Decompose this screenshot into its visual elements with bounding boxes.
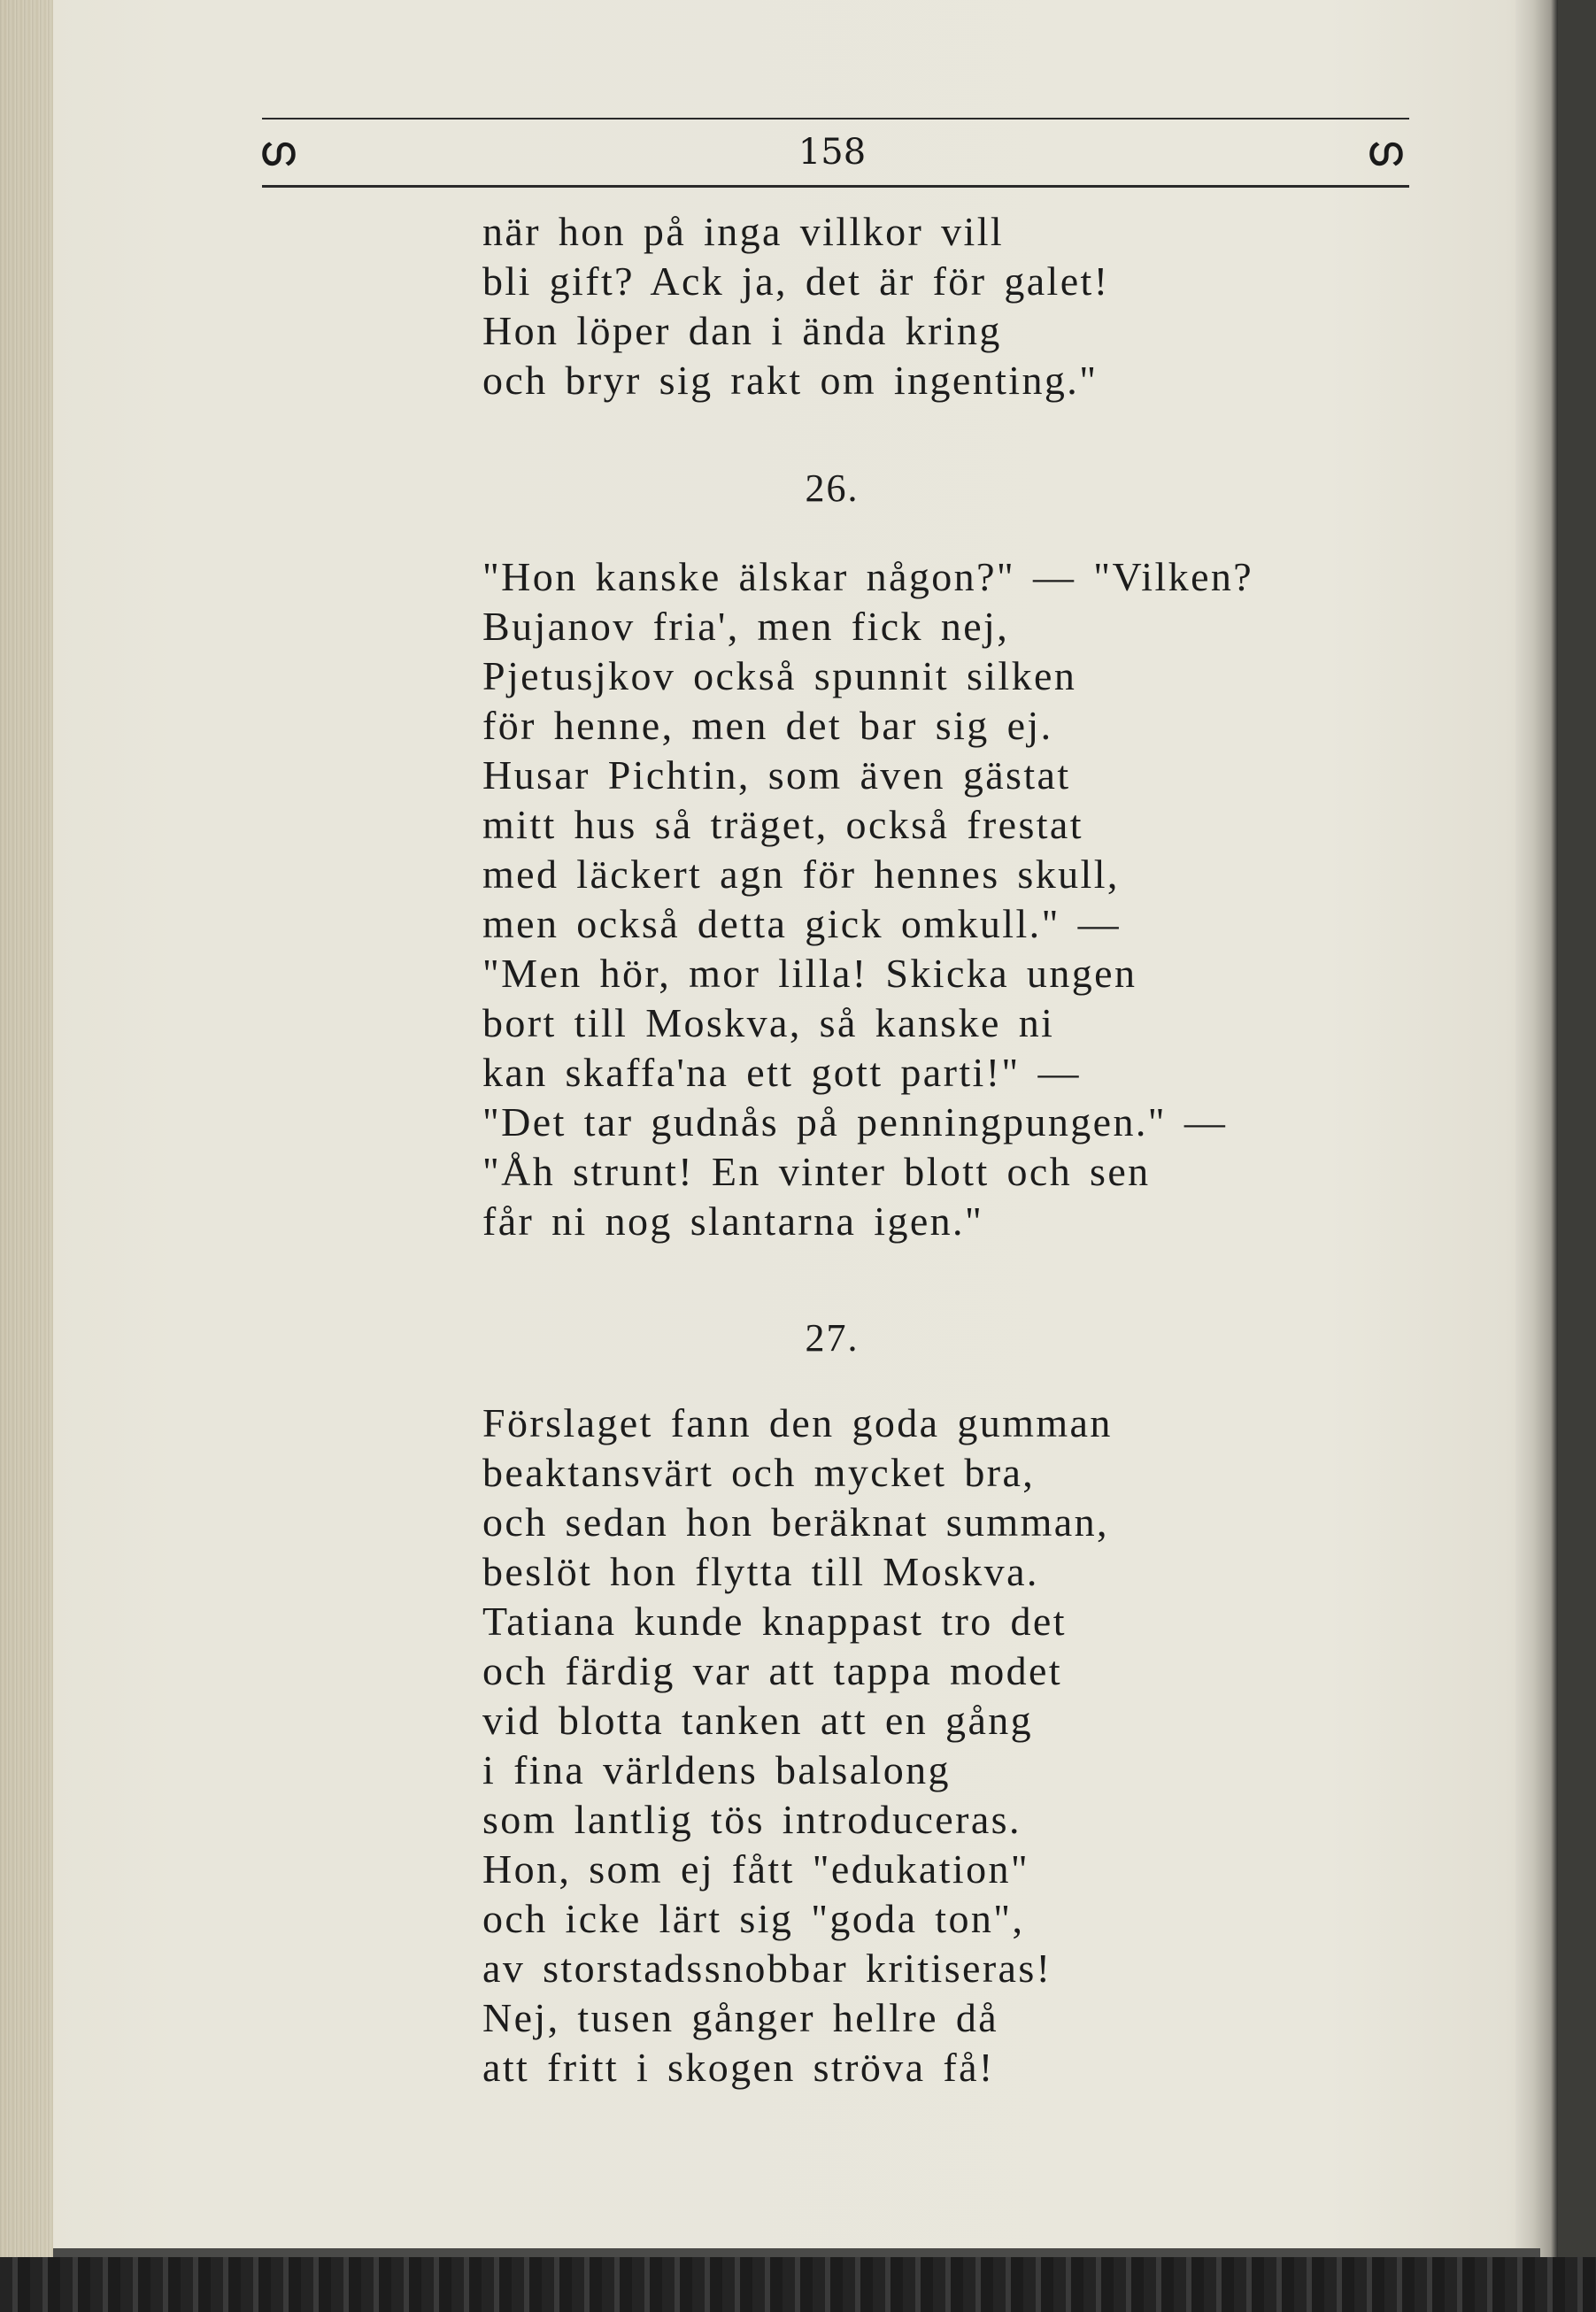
header-rule-bottom: [262, 185, 1409, 188]
verse-line: "Åh strunt! En vinter blott och sen: [482, 1149, 1151, 1194]
page-number: 158: [798, 132, 867, 173]
verse-line: mitt hus så träget, också frestat: [482, 802, 1083, 847]
header-ornament-left-icon: ഗ: [259, 129, 296, 174]
verse-line: "Det tar gudnås på penningpungen." —: [482, 1099, 1228, 1144]
verse-line: "Men hör, mor lilla! Skicka ungen: [482, 951, 1137, 996]
verse-line: Hon löper dan i ända kring: [482, 308, 1002, 353]
stanza-27: [482, 1399, 1113, 2092]
verse-line: när hon på inga villkor vill: [482, 209, 1005, 254]
verse-line: Pjetusjkov också spunnit silken: [482, 653, 1077, 698]
verse-line: som lantlig tös introduceras.: [482, 1797, 1022, 1842]
verse-line: bort till Moskva, så kanske ni: [482, 1000, 1055, 1045]
verse-line: och sedan hon beräknat summan,: [482, 1499, 1109, 1545]
verse-line: och icke lärt sig "goda ton",: [482, 1896, 1025, 1941]
verse-line: kan skaffa'na ett gott parti!" —: [482, 1050, 1081, 1095]
verse-line: bli gift? Ack ja, det är för galet!: [482, 258, 1110, 304]
verse-line: för henne, men det bar sig ej.: [482, 703, 1053, 748]
verse-line: Bujanov fria', men fick nej,: [482, 604, 1010, 649]
stanza-number-27: 27.: [805, 1316, 860, 1360]
verse-line: Husar Pichtin, som även gästat: [482, 752, 1071, 798]
verse-line: Förslaget fann den goda gumman: [482, 1400, 1113, 1445]
verse-line: med läckert agn för hennes skull,: [482, 852, 1120, 897]
verse-line: Nej, tusen gånger hellre då: [482, 1995, 999, 2040]
verse-line: vid blotta tanken att en gång: [482, 1698, 1034, 1743]
stanza-25-tail: [482, 207, 1109, 405]
verse-line: beslöt hon flytta till Moskva.: [482, 1549, 1039, 1594]
stanza-number-26: 26.: [805, 466, 860, 510]
verse-line: och färdig var att tappa modet: [482, 1648, 1063, 1693]
verse-line: får ni nog slantarna igen.": [482, 1198, 984, 1244]
verse-line: "Hon kanske älskar någon?" — "Vilken?: [482, 554, 1254, 599]
verse-line: men också detta gick omkull." —: [482, 901, 1122, 946]
verse-line: i fina världens balsalong: [482, 1747, 951, 1792]
scan-bottom-strip: [0, 2257, 1596, 2312]
page-edge-left: [0, 0, 53, 2257]
verse-line: beaktansvärt och mycket bra,: [482, 1450, 1036, 1495]
page-edge-right: [1515, 0, 1558, 2257]
stanza-26: [482, 552, 1253, 1246]
next-page-edge: [1558, 0, 1596, 2312]
verse-line: Hon, som ej fått "edukation": [482, 1846, 1030, 1892]
verse-line: av storstadssnobbar kritiseras!: [482, 1946, 1052, 1991]
verse-line: Tatiana kunde knappast tro det: [482, 1599, 1067, 1644]
header-rule-top: [262, 118, 1409, 119]
verse-line: att fritt i skogen ströva få!: [482, 2045, 995, 2090]
verse-line: och bryr sig rakt om ingenting.": [482, 358, 1099, 403]
header-ornament-right-icon: ഗ: [1367, 129, 1403, 174]
